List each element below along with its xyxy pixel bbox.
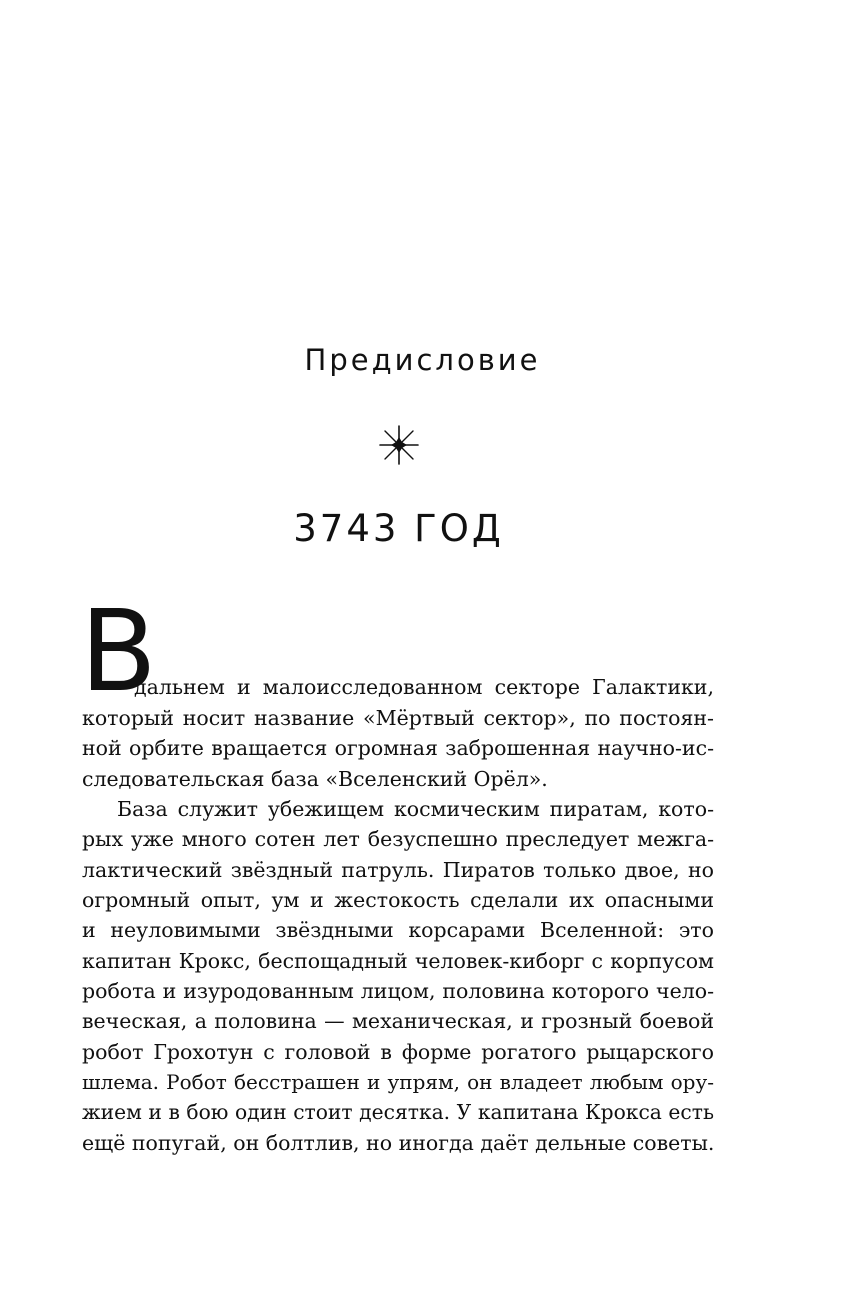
star-burst-icon — [378, 424, 420, 466]
text-line-14: шлема. Робот бесстрашен и упрям, он владеет любым ору- — [82, 1070, 714, 1094]
text-line-15: жием и в бою один стоит десятка. У капитана Крокса есть — [82, 1100, 714, 1124]
text-line-13: робот Грохотун с головой в форме рогатого рыцарского — [82, 1040, 714, 1064]
chapter-title: 3743 ГОД — [293, 507, 504, 550]
text-line-3: ной орбите вращается огромная заброшенная научно-ис- — [82, 736, 714, 760]
drop-cap: В — [80, 587, 157, 717]
text-line-7: лактический звёздный патруль. Пиратов только двое, но — [82, 858, 714, 882]
text-line-10: капитан Крокс, беспощадный человек-киборг с корпусом — [82, 949, 714, 973]
text-line-5: База служит убежищем космическим пиратам, кото- — [117, 797, 714, 821]
section-label: Предисловие — [304, 343, 541, 377]
text-line-16: ещё попугай, он болтлив, но иногда даёт дельные советы. — [82, 1131, 715, 1155]
text-line-2: который носит название «Мёртвый сектор», по постоян- — [82, 706, 714, 730]
text-line-4: следовательская база «Вселенский Орёл». — [82, 767, 548, 791]
text-line-11: робота и изуродованным лицом, половина которого чело- — [82, 979, 714, 1003]
text-line-12: веческая, а половина — механическая, и грозный боевой — [82, 1009, 714, 1033]
text-line-9: и неуловимыми звёздными корсарами Вселенной: это — [82, 918, 714, 942]
text-line-6: рых уже много сотен лет безуспешно преследует межга- — [82, 827, 714, 851]
text-line-1: дальнем и малоисследованном секторе Галактики, — [134, 675, 714, 699]
text-line-8: огромный опыт, ум и жестокость сделали их опасными — [82, 888, 714, 912]
